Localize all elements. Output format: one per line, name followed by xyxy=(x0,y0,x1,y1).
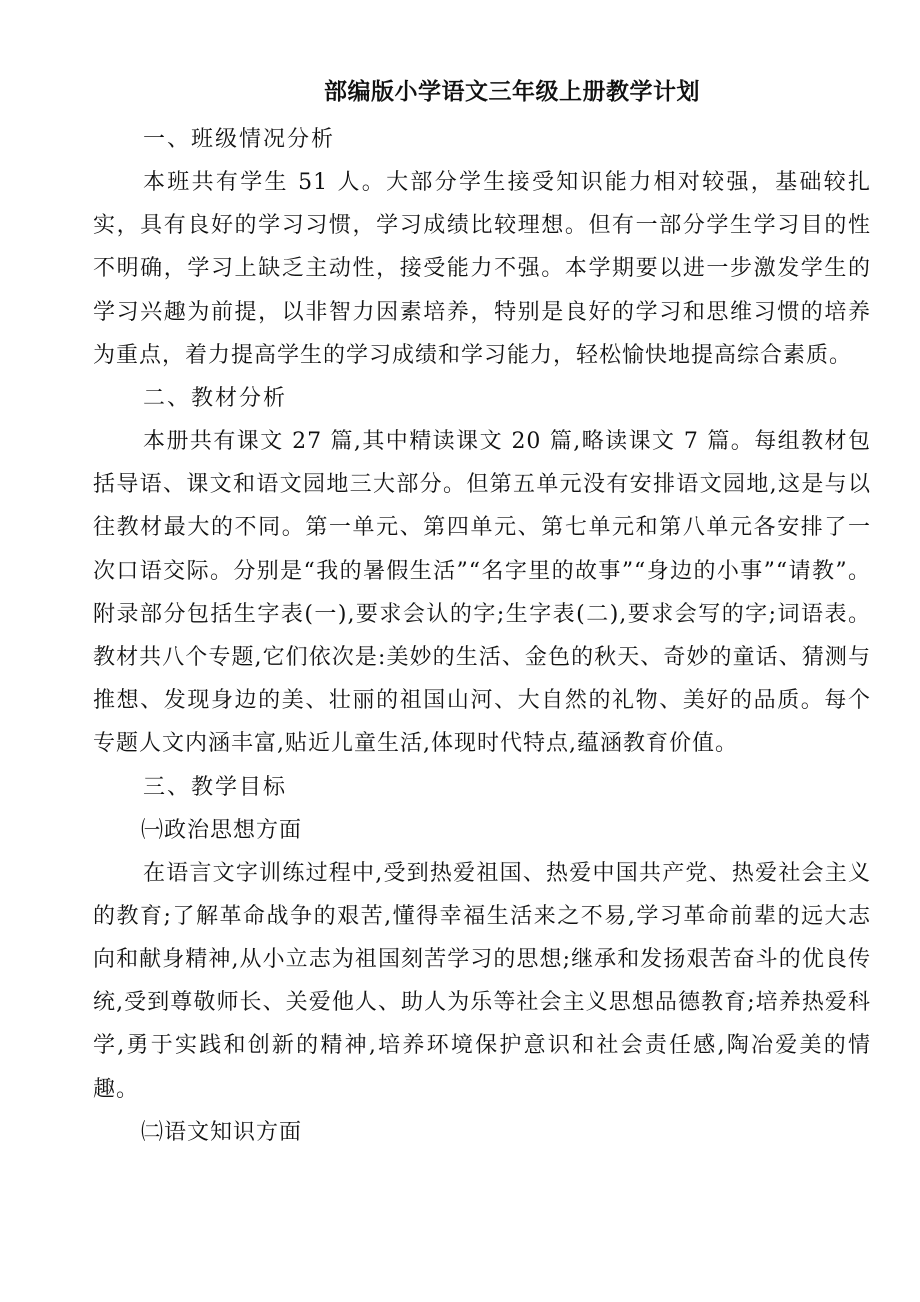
paragraph-class-analysis: 本班共有学生 51 人。大部分学生接受知识能力相对较强，基础较扎实，具有良好的学习习惯，学习成绩比较理想。但有一部分学生学习目的性不明确，学习上缺乏主动性，接受能力不强。本学期要以进一步激发学生的学习兴趣为前提，以非智力因素培养，特别是良好的学习和思维习惯的培养为重点，着力提高学生的学习成绩和学习能力，轻松愉快地提高综合素质。 xyxy=(93,170,871,368)
page-title: 部编版小学语文三年级上册教学计划 xyxy=(324,78,700,105)
document-body xyxy=(93,118,871,1154)
paragraph-textbook-analysis: 本册共有课文 27 篇,其中精读课文 20 篇,略读课文 7 篇。每组教材包括导语、课文和语文园地三大部分。但第五单元没有安排语文园地,这是与以往教材最大的不同。第一单元、第四单元、第七单元和第八单元各安排了一次口语交际。分别是“我的暑假生活”“名字里的故事”“身边的小事”“请教”。附录部分包括生字表(一),要求会认的字;生字表(二),要求会写的字;词语表。教材共八个专题,它们依次是:美妙的生活、金色的秋天、奇妙的童话、猜测与推想、发现身边的美、壮丽的祖国山河、大自然的礼物、美好的品质。每个专题人文内涵丰富,贴近儿童生活,体现时代特点,蕴涵教育价值。 xyxy=(93,429,871,757)
subsection-heading-chinese-knowledge: ㈡语文知识方面 xyxy=(141,1119,303,1145)
subsection-heading-political-thought: ㈠政治思想方面 xyxy=(141,817,303,843)
paragraph-political-thought: 在语言文字训练过程中,受到热爱祖国、热爱中国共产党、热爱社会主义的教育;了解革命战争的艰苦,懂得幸福生活来之不易,学习革命前辈的远大志向和献身精神,从小立志为祖国刻苦学习的思想;继承和发扬艰苦奋斗的优良传统,受到尊敬师长、关爱他人、助人为乐等社会主义思想品德教育;培养热爱科学,勇于实践和创新的精神,培养环境保护意识和社会责任感,陶冶爱美的情趣。 xyxy=(93,860,871,1102)
section-heading-teaching-goals: 三、教学目标 xyxy=(143,774,288,800)
section-heading-textbook-analysis: 二、教材分析 xyxy=(143,386,288,412)
section-heading-class-analysis: 一、班级情况分析 xyxy=(143,127,336,152)
